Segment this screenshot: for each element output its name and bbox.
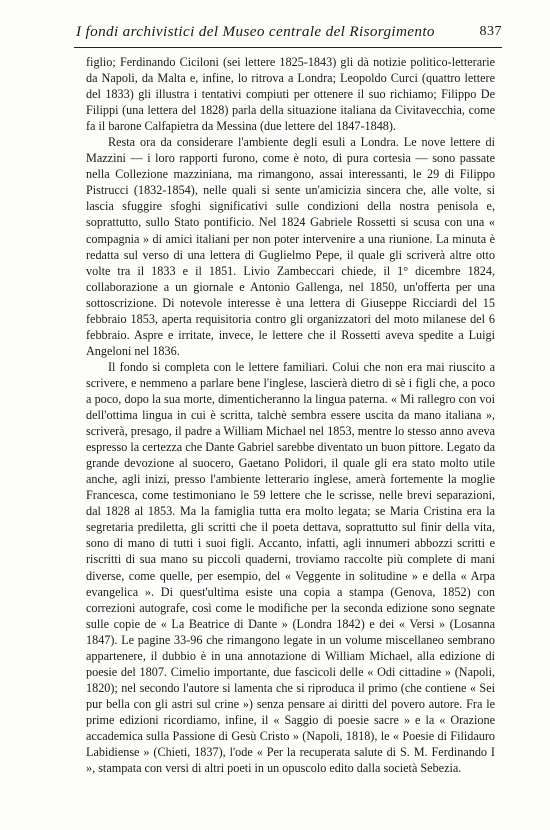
running-head [76,20,502,44]
header-rule [74,47,502,48]
paragraph-continuation: figlio; Ferdinando Ciciloni (sei lettere 1825-1843) gli dà notizie politico-letterarie da Napoli, da Malta e, infine, lo ritrova a Londra; Leopoldo Curci (quattro lettere del 1833) gli illustra i tentativi compiuti per ottenere il suo richiamo; Filippo De Filippi (una lettera del 1828) parla della situazione italiana da Civitavecchia, come fa il barone Calfapietra da Messina (due lettere del 1847-1848). [86,55,495,134]
running-title: I fondi archivistici del Museo centrale del Risorgimento [76,23,435,40]
body-text [86,54,495,776]
paragraph-london-exiles: Resta ora da considerare l'ambiente degli esuli a Londra. Le nove lettere di Mazzini — i loro rapporti furono, come è noto, di pura cortesia — sono passate nella Collezione mazziniana, ma rimangono, assai interessanti, le 29 di Filippo Pistrucci (1832-1854), nelle quali si sente un'amicizia sincera che, alle volte, si lascia sfuggire sfoghi significativi sulle condizioni della nostra penisola e, soprattutto, sullo Stato pontificio. Nel 1824 Gabriele Rossetti si scusa con una « compagnia » di amici italiani per non poter intervenire a una riunione. La minuta è redatta sul verso di una lettera di Guglielmo Pepe, il quale gli scriverà altre otto volte tra il 1833 e il 1851. Livio Zambeccari chiede, il 1° dicembre 1824, collaborazione a un giornale e Antonio Gallenga, nel 1850, un'offerta per una sottoscrizione. Di notevole interesse è una lettera di Giuseppe Ricciardi del 15 febbraio 1853, aperta requisitoria contro gli organizzatori del moto milanese del 6 febbraio. Aspre e irritate, invece, le lettere che il Rossetti aveva spedite a Luigi Angeloni nel 1836. [86,135,495,358]
page-number: 837 [479,24,502,39]
paragraph-family-letters: Il fondo si completa con le lettere familiari. Colui che non era mai riuscito a scrivere, e nemmeno a parlare bene l'inglese, lascierà dietro di sè i figli che, a poco a poco, dopo la sua morte, dimenticheranno la lingua paterna. « Mi rallegro con voi dell'ottima lingua in cui è scritta, talchè sembra essere uscita da mano italiana », scriverà, presago, il padre a William Michael nel 1853, mentre lo stesso anno aveva espresso la certezza che Dante Gabriel sarebbe diventato un buon pittore. Legato da grande devozione al suocero, Gaetano Polidori, il quale gli era stato molto utile anche, agli inizi, presso l'ambiente letterario inglese, amerà fortemente la moglie Francesca, come testimoniano le 59 lettere che le scrisse, nelle brevi separazioni, dal 1828 al 1853. Ma la famiglia tutta era molto legata; se Maria Cristina era la segretaria prediletta, gli scritti che il poeta dettava, soprattutto sul finir della vita, sono di mano di tutti i suoi figli. Accanto, infatti, agli innumeri abbozzi scritti e riscritti di sua mano su piccoli quaderni, troviamo raccolte più complete di mani diverse, come quelle, per esempio, del « Veggente in solitudine » e della « Arpa evangelica ». Di quest'ultima esiste una copia a stampa (Genova, 1852) con correzioni autografe, così come le modifiche per la seconda edizione sono segnate sulle copie de « La Beatrice di Dante » (Londra 1842) e dei « Versi » (Losanna 1847). Le pagine 33-96 che rimangono legate in un volume miscellaneo sembrano appartenere, il dubbio è in una annotazione di William Michael, alla edizione di poesie del 1807. Cimelio importante, due fascicoli delle « Odi cittadine » (Napoli, 1820); nel secondo l'autore si lamenta che si riproduca il primo (che contiene « Sei pur bella con gli astri sul crine ») senza pensare ai diritti del povero autore. Fra le prime edizioni ricordiamo, infine, il « Saggio di poesie sacre » e la « Orazione accademica sulla Passione di Gesù Cristo » (Napoli, 1818), le « Poesie di Filidauro Labidiense » (Chieti, 1837), l'ode « Per la recuperata salute di S. M. Ferdinando I », stampata con versi di altri poeti in un opuscolo edito dalla società Sebezia. [86,359,495,776]
